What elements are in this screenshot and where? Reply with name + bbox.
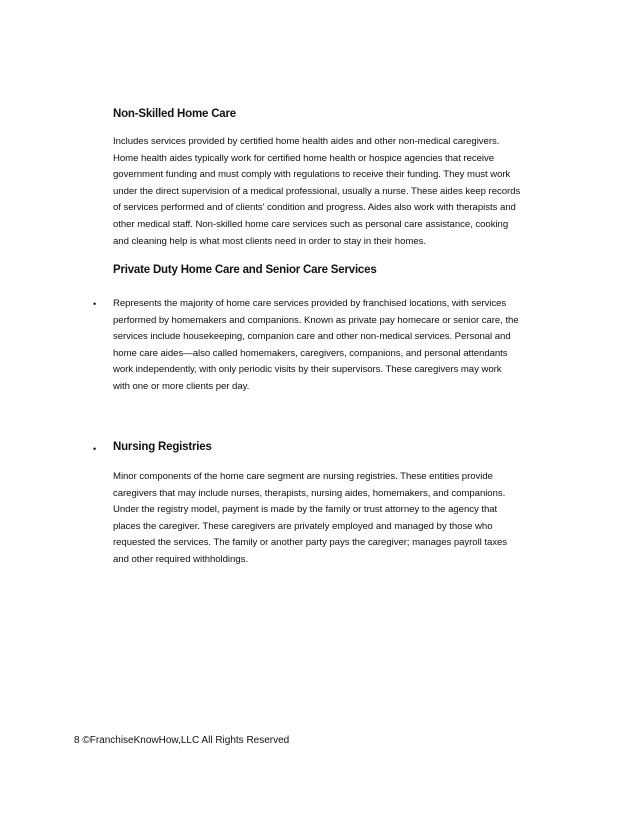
paragraph-line: under the direct supervision of a medical professional, usually a nurse. These aides keep records: [113, 185, 521, 197]
paragraph-line: places the caregiver. These caregivers are privately employed and managed by those who: [113, 520, 493, 532]
heading-private-duty-home-care: Private Duty Home Care and Senior Care Services: [113, 264, 377, 276]
paragraph-line: and cleaning help is what most clients need in order to stay in their homes.: [113, 235, 426, 247]
paragraph-line: performed by homemakers and companions. Known as private pay homecare or senior care, the: [113, 314, 519, 326]
heading-nursing-registries: Nursing Registries: [113, 441, 212, 453]
paragraph-line: Represents the majority of home care services provided by franchised locations, with services: [113, 298, 507, 309]
paragraph-line: Under the registry model, payment is made by the family or trust attorney to the agency that: [113, 504, 498, 516]
paragraph-line: caregivers that may include nurses, therapists, nursing aides, homemakers, and companions.: [113, 487, 506, 499]
paragraph-line: services include housekeeping, companion care and other non-medical services. Personal and: [113, 331, 511, 343]
paragraph-line: government funding and must comply with regulations to receive their funding. They must work: [113, 169, 511, 181]
bullet-point: •: [93, 444, 97, 454]
paragraph-line: and other required withholdings.: [113, 553, 248, 565]
paragraph-nursing-registries: [113, 469, 568, 569]
heading-non-skilled-home-care: Non-Skilled Home Care: [113, 108, 236, 120]
paragraph-line: work independently, with only periodic visits by their supervisors. These caregivers may work: [113, 364, 502, 376]
paragraph-line: of services performed and of clients' condition and progress. Aides also work with therapists and: [113, 202, 516, 214]
paragraph-line: with one or more clients per day.: [113, 380, 250, 392]
paragraph-line: Includes services provided by certified home health aides and other non-medical caregivers.: [113, 136, 500, 147]
paragraph-line: other medical staff. Non-skilled home care services such as personal care assistance, cooking: [113, 218, 509, 230]
paragraph-line: home care aides—also called homemakers, caregivers, companions, and personal attendants: [113, 347, 508, 359]
page-footer: 8 ©FranchiseKnowHow,LLC All Rights Reserved: [74, 735, 290, 746]
paragraph-line: Home health aides typically work for certified home health or hospice agencies that receive: [113, 152, 494, 164]
paragraph-private-duty: [113, 296, 568, 396]
paragraph-line: Minor components of the home care segment are nursing registries. These entities provide: [113, 471, 493, 482]
bullet-point: •: [93, 299, 97, 309]
paragraph-line: requested the services. The family or another party pays the caregiver; manages payroll taxes: [113, 537, 508, 549]
paragraph-non-skilled-home-care: [113, 134, 568, 250]
